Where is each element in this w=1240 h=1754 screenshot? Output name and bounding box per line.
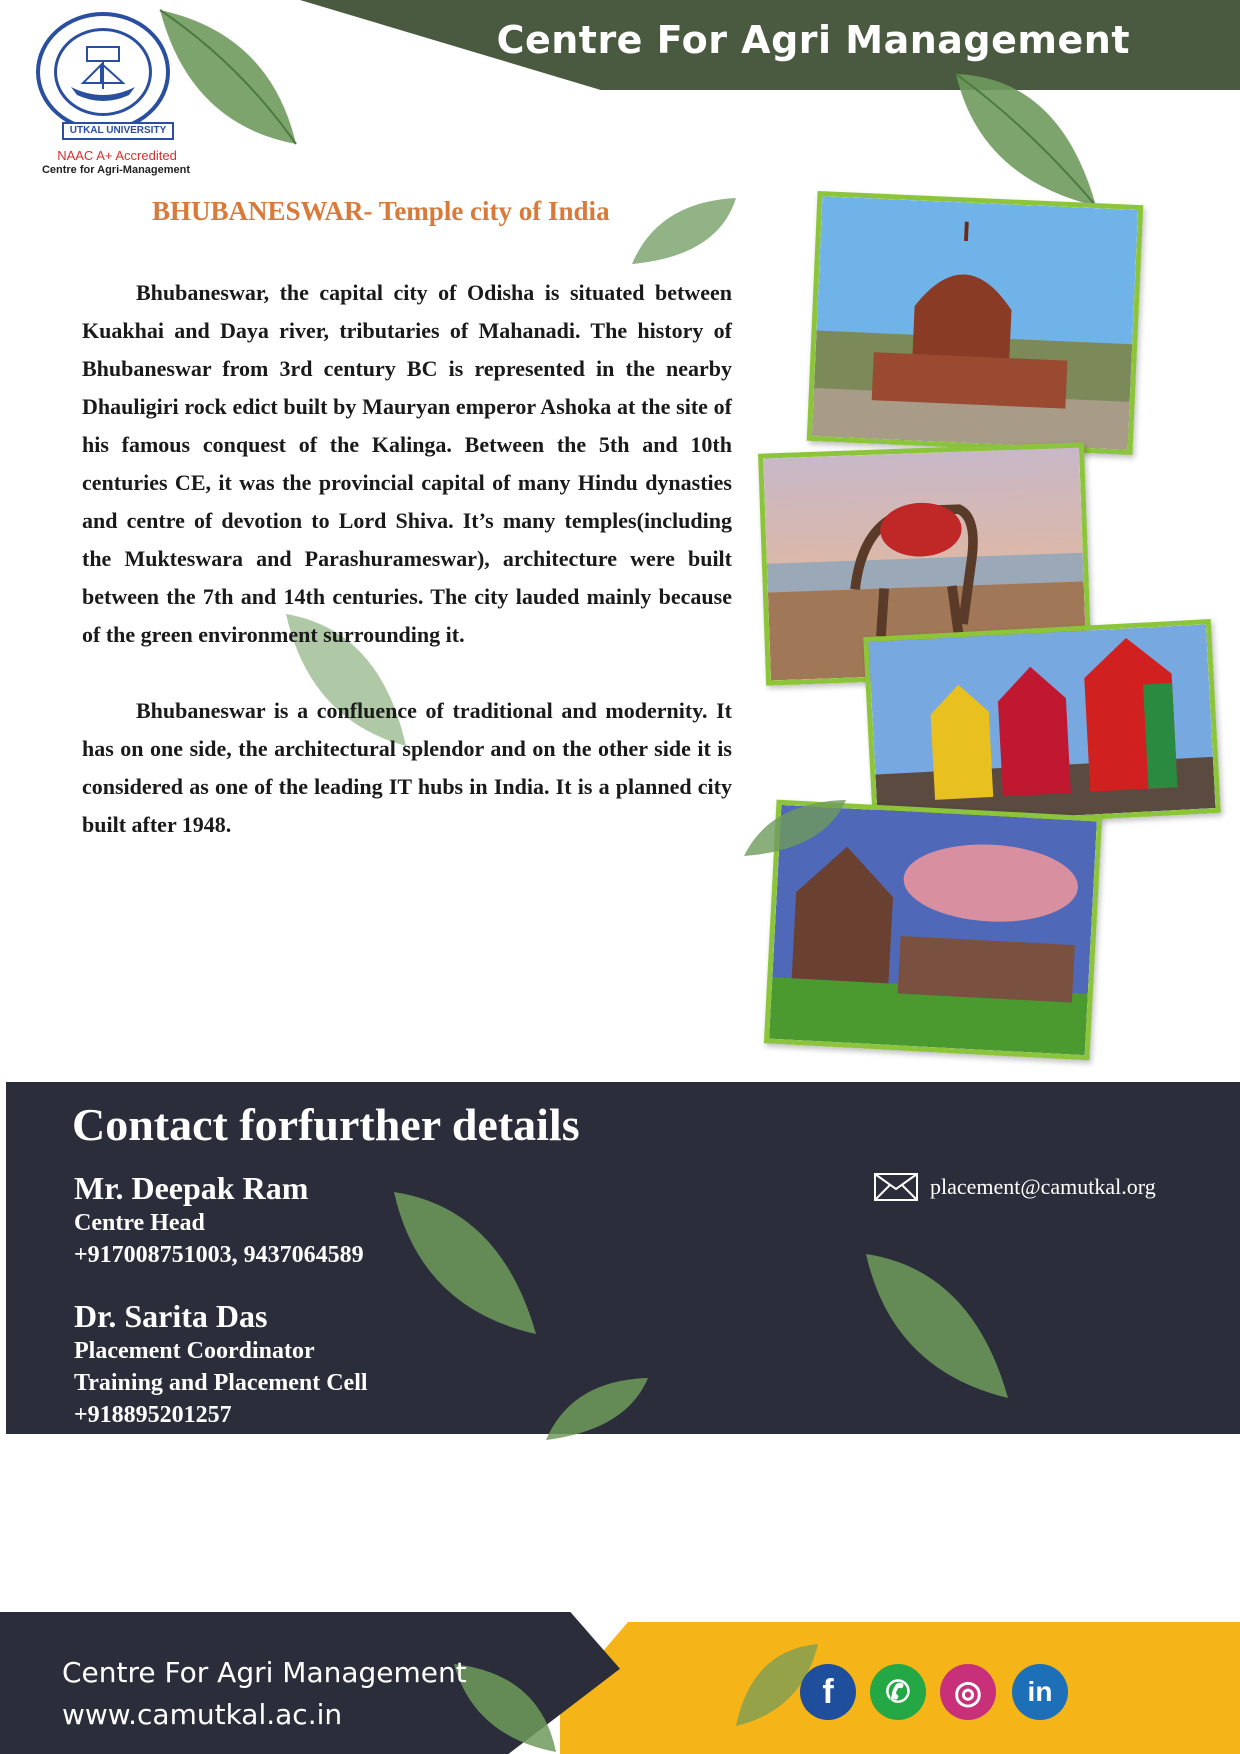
facebook-icon[interactable]: f	[800, 1664, 856, 1720]
leaf-icon	[862, 1250, 1012, 1402]
leaf-icon	[950, 68, 1100, 210]
email-address: placement@camutkal.org	[930, 1174, 1156, 1199]
article-body	[82, 274, 732, 844]
contact-phone[interactable]: +917008751003, 9437064589	[74, 1242, 364, 1268]
contact-role: Placement Coordinator	[74, 1338, 315, 1364]
contact-role: Centre Head	[74, 1210, 205, 1236]
ship-emblem-icon	[57, 31, 149, 113]
email-link[interactable]	[874, 1172, 1156, 1202]
article-paragraph: Bhubaneswar, the capital city of Odisha is situated between Kuakhai and Daya river, tributaries of Mahanadi. The history of Bhubaneswar from 3rd century BC is represented in the nearby Dhauligiri rock edict built by Mauryan emperor Ashoka at the site of his famous conquest of the Kalinga. Between the 5th and 10th centuries CE, it was the provincial capital of many Hindu dynasties and centre of devotion to Lord Shiva. It’s many temples(including the Mukteswara and Parashurameswar), architecture were built between the 7th and 14th centuries. The city lauded mainly because of the green environment surrounding it.	[82, 280, 732, 647]
leaf-icon	[150, 4, 300, 150]
envelope-icon	[874, 1173, 918, 1201]
logo-university-name: UTKAL UNIVERSITY	[62, 122, 174, 140]
logo-accreditation: NAAC A+ Accredited	[57, 148, 177, 163]
rath-yatra-photo	[863, 619, 1221, 831]
footer-centre-name: Centre For Agri Management	[62, 1656, 467, 1689]
contact-name: Dr. Sarita Das	[74, 1298, 268, 1334]
article-title: BHUBANESWAR- Temple city of India	[152, 196, 610, 226]
footer-website-link[interactable]: www.camutkal.ac.in	[62, 1698, 343, 1731]
contact-phone[interactable]: +918895201257	[74, 1402, 232, 1428]
instagram-icon[interactable]: ◎	[940, 1664, 996, 1720]
linkedin-icon[interactable]: in	[1012, 1664, 1068, 1720]
temple-photo	[807, 191, 1144, 455]
leaf-icon	[542, 1374, 652, 1444]
whatsapp-icon[interactable]: ✆	[870, 1664, 926, 1720]
article-paragraph: Bhubaneswar is a confluence of traditional and modernity. It has on one side, the architectural splendor and on the other side it is considered as one of the leading IT hubs in India. It is a planned city built after 1948.	[82, 698, 732, 837]
header-title: Centre For Agri Management	[496, 18, 1130, 62]
leaf-icon	[740, 796, 850, 860]
contact-name: Mr. Deepak Ram	[74, 1170, 309, 1206]
contact-heading: Contact forfurther details	[72, 1099, 580, 1150]
leaf-icon	[390, 1188, 540, 1338]
contact-department: Training and Placement Cell	[74, 1370, 368, 1396]
logo-centre-name: Centre for Agri-Management	[41, 164, 191, 176]
leaf-icon	[628, 196, 740, 268]
contact-panel	[6, 1082, 1240, 1434]
